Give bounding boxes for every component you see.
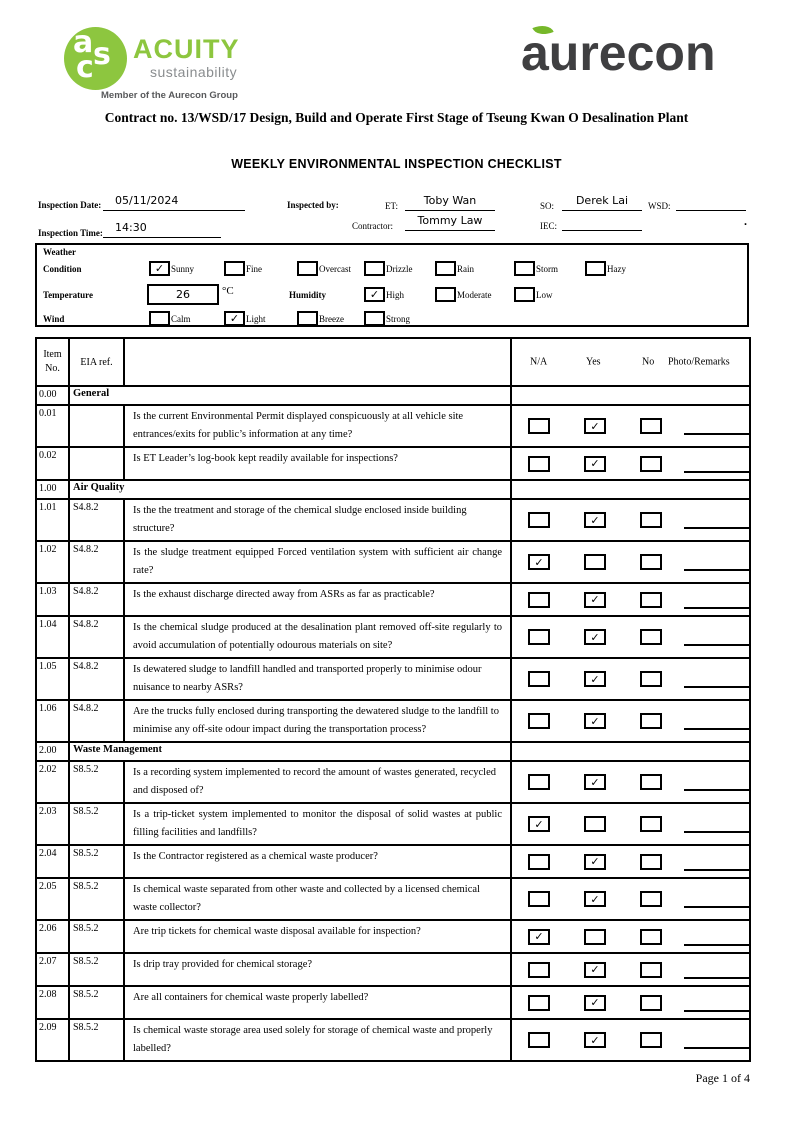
inspection-date-value[interactable]: 05/11/2024 [103, 194, 245, 211]
check-mark: ✓ [590, 855, 600, 868]
remarks-line[interactable] [684, 527, 750, 529]
na-checkbox[interactable] [528, 456, 550, 472]
yes-checkbox[interactable] [584, 554, 606, 570]
weather-option-label: Rain [457, 263, 474, 274]
weather-option [224, 311, 266, 326]
acuity-monogram-a: a [73, 27, 94, 60]
page-title: WEEKLY ENVIRONMENTAL INSPECTION CHECKLIST [231, 157, 562, 171]
check-mark: ✓ [590, 963, 600, 976]
eia-ref [70, 448, 125, 479]
temperature-input[interactable] [147, 284, 219, 305]
page-number: Page 1 of 4 [695, 1071, 750, 1085]
remarks-line[interactable] [684, 644, 750, 646]
eia-ref [70, 406, 125, 446]
check-mark: ✓ [590, 513, 600, 527]
item-number: 2.07 [37, 954, 70, 985]
photo-remarks-header: Photo/Remarks [668, 356, 730, 368]
weather-option-label: Low [536, 289, 553, 300]
section-title: General [70, 387, 512, 404]
checks-cell [512, 659, 749, 699]
inspected-by-label: Inspected by: [287, 200, 339, 210]
aurecon-logo-name: aurecon [521, 25, 716, 81]
weather-section [35, 243, 749, 327]
question-text: Are the trucks fully enclosed during transporting the dewatered sludge to the landfill to minimise any off-site odour impact during the transportation process? [125, 701, 512, 741]
remarks-line[interactable] [684, 607, 750, 609]
item-number: 1.01 [37, 500, 70, 540]
acuity-member-line: Member of the Aurecon Group [101, 90, 238, 101]
weather-checkbox[interactable] [435, 287, 456, 302]
checklist-rows [37, 387, 749, 1060]
weather-checkbox[interactable] [514, 261, 535, 276]
yes-checkbox[interactable] [584, 456, 606, 472]
check-mark: ✓ [590, 419, 600, 433]
weather-option [364, 261, 412, 276]
na-checkbox[interactable] [528, 929, 550, 945]
check-mark: ✓ [590, 775, 600, 789]
question-row [37, 987, 749, 1020]
na-checkbox[interactable] [528, 962, 550, 978]
question-row [37, 1020, 749, 1060]
weather-option-label: High [386, 289, 404, 300]
na-checkbox[interactable] [528, 713, 550, 729]
remarks-line[interactable] [684, 1047, 750, 1049]
yes-checkbox[interactable] [584, 854, 606, 870]
yes-checkbox[interactable] [584, 995, 606, 1011]
weather-option-label: Calm [171, 313, 191, 324]
weather-checkbox[interactable] [297, 261, 318, 276]
et-label: ET: [385, 201, 399, 211]
wsd-label: WSD: [648, 201, 671, 211]
check-mark: ✓ [590, 593, 600, 606]
check-mark: ✓ [590, 630, 600, 644]
checks-cell [512, 448, 749, 479]
weather-option-label: Hazy [607, 263, 626, 274]
question-row [37, 659, 749, 701]
weather-checkbox[interactable] [514, 287, 535, 302]
temperature-unit: °C [222, 285, 234, 297]
remarks-line[interactable] [684, 906, 750, 908]
check-mark: ✓ [229, 312, 240, 325]
no-checkbox[interactable] [640, 671, 662, 687]
inspection-time-label: Inspection Time: [38, 228, 103, 238]
item-number: 2.02 [37, 762, 70, 802]
weather-checkbox[interactable] [149, 311, 170, 326]
check-mark: ✓ [590, 892, 600, 906]
item-number: 1.06 [37, 701, 70, 741]
question-text: Is the Contractor registered as a chemical waste producer? [125, 846, 512, 877]
acuity-logo-icon [64, 27, 127, 90]
na-checkbox[interactable] [528, 816, 550, 832]
item-number: 1.02 [37, 542, 70, 582]
na-checkbox[interactable] [528, 995, 550, 1011]
na-header: N/A [530, 356, 548, 368]
weather-checkbox[interactable] [364, 287, 385, 302]
no-checkbox[interactable] [640, 418, 662, 434]
check-mark: ✓ [534, 817, 544, 831]
weather-option [435, 261, 474, 276]
item-number: 1.00 [37, 481, 70, 498]
weather-checkbox[interactable] [149, 261, 170, 276]
weather-option [585, 261, 626, 276]
stray-period: . [744, 214, 747, 228]
weather-option-label: Overcast [319, 263, 351, 274]
question-text: Are all containers for chemical waste properly labelled? [125, 987, 512, 1018]
weather-option-label: Storm [536, 263, 559, 274]
question-row [37, 921, 749, 954]
weather-option-label: Drizzle [386, 263, 413, 274]
na-checkbox[interactable] [528, 671, 550, 687]
weather-option [149, 261, 194, 276]
weather-checkbox[interactable] [364, 261, 385, 276]
iec-label: IEC: [540, 221, 557, 231]
remarks-line[interactable] [684, 944, 750, 946]
no-checkbox[interactable] [640, 995, 662, 1011]
eia-ref-header: EIA ref. [70, 339, 125, 385]
check-mark: ✓ [534, 555, 544, 569]
section-row [37, 481, 749, 500]
checklist-table [35, 337, 751, 1062]
checks-cell [512, 954, 749, 985]
na-checkbox[interactable] [528, 854, 550, 870]
no-checkbox[interactable] [640, 629, 662, 645]
check-mark: ✓ [534, 930, 544, 943]
no-checkbox[interactable] [640, 891, 662, 907]
yes-checkbox[interactable] [584, 671, 606, 687]
eia-ref: S4.8.2 [70, 584, 125, 615]
wind-row [37, 311, 747, 329]
eia-ref: S8.5.2 [70, 954, 125, 985]
checks-cell [512, 804, 749, 844]
check-mark: ✓ [590, 714, 600, 728]
so-label: SO: [540, 201, 555, 211]
condition-label: Condition [43, 264, 82, 274]
inspection-date-label: Inspection Date: [38, 200, 102, 210]
condition-row [37, 261, 747, 279]
item-number: 2.09 [37, 1020, 70, 1060]
weather-checkbox[interactable] [224, 311, 245, 326]
yes-checkbox[interactable] [584, 891, 606, 907]
check-mark: ✓ [154, 262, 165, 275]
weather-option [364, 311, 410, 326]
weather-title: Weather [43, 247, 76, 257]
item-number: 2.03 [37, 804, 70, 844]
remarks-line[interactable] [684, 789, 750, 791]
item-header-line1: Item [43, 349, 62, 360]
checks-cell [512, 743, 749, 760]
no-checkbox[interactable] [640, 713, 662, 729]
item-number: 2.06 [37, 921, 70, 952]
no-header: No [642, 356, 655, 368]
checks-cell [512, 846, 749, 877]
na-checkbox[interactable] [528, 1032, 550, 1048]
weather-option [364, 287, 404, 302]
weather-option [149, 311, 191, 326]
eia-ref: S4.8.2 [70, 617, 125, 657]
yes-checkbox[interactable] [584, 713, 606, 729]
meta-section [0, 188, 793, 246]
question-row [37, 617, 749, 659]
weather-option [514, 261, 558, 276]
eia-ref: S8.5.2 [70, 762, 125, 802]
no-checkbox[interactable] [640, 512, 662, 528]
question-row [37, 406, 749, 448]
no-checkbox[interactable] [640, 554, 662, 570]
item-header-line2: No. [45, 363, 60, 374]
yes-checkbox[interactable] [584, 929, 606, 945]
no-checkbox[interactable] [640, 816, 662, 832]
checks-cell [512, 387, 749, 404]
question-text: Is chemical waste storage area used solely for storage of chemical waste and properly labelled? [125, 1020, 512, 1060]
weather-checkbox[interactable] [585, 261, 606, 276]
section-row [37, 743, 749, 762]
na-checkbox[interactable] [528, 512, 550, 528]
checks-cell [512, 762, 749, 802]
iec-value[interactable] [562, 214, 642, 231]
acuity-logo-tagline: sustainability [150, 64, 238, 80]
question-row [37, 500, 749, 542]
item-number: 2.00 [37, 743, 70, 760]
eia-ref: S4.8.2 [70, 500, 125, 540]
acuity-logo-name: ACUITY [133, 34, 240, 64]
eia-ref: S8.5.2 [70, 1020, 125, 1060]
weather-checkbox[interactable] [224, 261, 245, 276]
item-number: 1.05 [37, 659, 70, 699]
weather-option [435, 287, 491, 302]
eia-ref: S8.5.2 [70, 804, 125, 844]
na-checkbox[interactable] [528, 891, 550, 907]
question-text: Are trip tickets for chemical waste disposal available for inspection? [125, 921, 512, 952]
yes-checkbox[interactable] [584, 816, 606, 832]
check-mark: ✓ [590, 996, 600, 1009]
yes-checkbox[interactable] [584, 962, 606, 978]
weather-option-label: Light [246, 313, 266, 324]
na-checkbox[interactable] [528, 629, 550, 645]
wind-label: Wind [43, 314, 65, 324]
question-row [37, 448, 749, 481]
no-checkbox[interactable] [640, 456, 662, 472]
no-checkbox[interactable] [640, 854, 662, 870]
no-checkbox[interactable] [640, 929, 662, 945]
checks-cell [512, 701, 749, 741]
remarks-line[interactable] [684, 471, 750, 473]
acuity-monogram-s: s [93, 37, 111, 72]
question-text: Is the sludge treatment equipped Forced ventilation system with sufficient air change rate? [125, 542, 512, 582]
description-header [125, 339, 512, 385]
remarks-line[interactable] [684, 831, 750, 833]
section-row [37, 387, 749, 406]
question-row [37, 879, 749, 921]
et-value[interactable]: Toby Wan [405, 194, 495, 211]
table-header-row [37, 339, 749, 387]
remarks-line[interactable] [684, 977, 750, 979]
weather-option-label: Strong [386, 313, 411, 324]
checks-cell [512, 584, 749, 615]
remarks-line[interactable] [684, 728, 750, 730]
yes-checkbox[interactable] [584, 774, 606, 790]
question-text: Is the current Environmental Permit displayed conspicuously at all vehicle site entrances/exits for public’s information at any time? [125, 406, 512, 446]
eia-ref: S8.5.2 [70, 987, 125, 1018]
yes-checkbox[interactable] [584, 418, 606, 434]
remarks-line[interactable] [684, 869, 750, 871]
checks-cell [512, 921, 749, 952]
acuity-monogram-c: c [76, 50, 94, 85]
check-mark: ✓ [590, 1033, 600, 1047]
humidity-label: Humidity [289, 290, 327, 300]
yes-checkbox[interactable] [584, 592, 606, 608]
checks-cell [512, 481, 749, 498]
question-row [37, 846, 749, 879]
eia-ref: S8.5.2 [70, 921, 125, 952]
weather-option [297, 261, 351, 276]
section-title: Waste Management [70, 743, 512, 760]
weather-checkbox[interactable] [364, 311, 385, 326]
item-number: 1.04 [37, 617, 70, 657]
item-number: 1.03 [37, 584, 70, 615]
weather-checkbox[interactable] [435, 261, 456, 276]
check-mark: ✓ [590, 672, 600, 686]
check-mark: ✓ [590, 457, 600, 470]
item-number: 0.02 [37, 448, 70, 479]
checks-cell [512, 542, 749, 582]
item-number: 0.01 [37, 406, 70, 446]
question-text: Is the exhaust discharge directed away from ASRs as far as practicable? [125, 584, 512, 615]
eia-ref: S4.8.2 [70, 542, 125, 582]
na-checkbox[interactable] [528, 554, 550, 570]
remarks-line[interactable] [684, 1010, 750, 1012]
contract-title: Contract no. 13/WSD/17 Design, Build and Operate First Stage of Tseung Kwan O Desalination Plant [104, 110, 689, 125]
weather-option [224, 261, 262, 276]
no-checkbox[interactable] [640, 592, 662, 608]
question-row [37, 804, 749, 846]
eia-ref: S4.8.2 [70, 659, 125, 699]
remarks-line[interactable] [684, 686, 750, 688]
question-text: Is a recording system implemented to record the amount of wastes generated, recycled and disposed of? [125, 762, 512, 802]
weather-option [297, 311, 344, 326]
question-row [37, 701, 749, 743]
weather-option-label: Fine [246, 263, 263, 274]
yes-checkbox[interactable] [584, 629, 606, 645]
na-checkbox[interactable] [528, 592, 550, 608]
item-number: 2.04 [37, 846, 70, 877]
weather-option-label: Moderate [457, 289, 492, 300]
item-number: 2.08 [37, 987, 70, 1018]
weather-option [514, 287, 553, 302]
check-mark: ✓ [369, 288, 380, 301]
checks-cell [512, 987, 749, 1018]
checks-cell [512, 406, 749, 446]
item-number: 0.00 [37, 387, 70, 404]
no-checkbox[interactable] [640, 1032, 662, 1048]
contractor-value[interactable]: Tommy Law [405, 214, 495, 231]
na-checkbox[interactable] [528, 774, 550, 790]
question-text: Is dewatered sludge to landfill handled and transported properly to minimise odour nuisance to nearby ASRs? [125, 659, 512, 699]
question-text: Is the chemical sludge produced at the desalination plant removed off-site regularly to avoid accumulation of potentially odourous materials on site? [125, 617, 512, 657]
yes-checkbox[interactable] [584, 512, 606, 528]
weather-option-label: Sunny [171, 263, 195, 274]
inspection-time-value[interactable]: 14:30 [103, 221, 221, 238]
question-text: Is chemical waste separated from other waste and collected by a licensed chemical waste collector? [125, 879, 512, 919]
item-no-header [37, 339, 70, 385]
question-text: Is a trip-ticket system implemented to monitor the disposal of solid wastes at public filling facilities and landfills? [125, 804, 512, 844]
question-text: Is ET Leader’s log-book kept readily available for inspections? [125, 448, 512, 479]
checks-cell [512, 500, 749, 540]
item-number: 2.05 [37, 879, 70, 919]
eia-ref: S8.5.2 [70, 879, 125, 919]
checks-cell [512, 617, 749, 657]
question-text: Is drip tray provided for chemical storage? [125, 954, 512, 985]
eia-ref: S4.8.2 [70, 701, 125, 741]
question-row [37, 542, 749, 584]
no-checkbox[interactable] [640, 962, 662, 978]
temperature-humidity-row [37, 287, 747, 305]
temperature-value: 26 [176, 288, 190, 301]
weather-checkbox[interactable] [297, 311, 318, 326]
section-title: Air Quality [70, 481, 512, 498]
answers-header [512, 339, 749, 385]
checks-cell [512, 879, 749, 919]
yes-header: Yes [586, 356, 601, 368]
yes-checkbox[interactable] [584, 1032, 606, 1048]
remarks-line[interactable] [684, 569, 750, 571]
eia-ref: S8.5.2 [70, 846, 125, 877]
wsd-value[interactable] [676, 194, 746, 211]
na-checkbox[interactable] [528, 418, 550, 434]
question-text: Is the the treatment and storage of the chemical sludge enclosed inside building structure? [125, 500, 512, 540]
remarks-line[interactable] [684, 433, 750, 435]
weather-option-label: Breeze [319, 313, 344, 324]
so-value[interactable]: Derek Lai [562, 194, 642, 211]
question-row [37, 954, 749, 987]
no-checkbox[interactable] [640, 774, 662, 790]
checks-cell [512, 1020, 749, 1060]
temperature-label: Temperature [43, 290, 93, 300]
contractor-label: Contractor: [352, 221, 393, 231]
question-row [37, 584, 749, 617]
question-row [37, 762, 749, 804]
